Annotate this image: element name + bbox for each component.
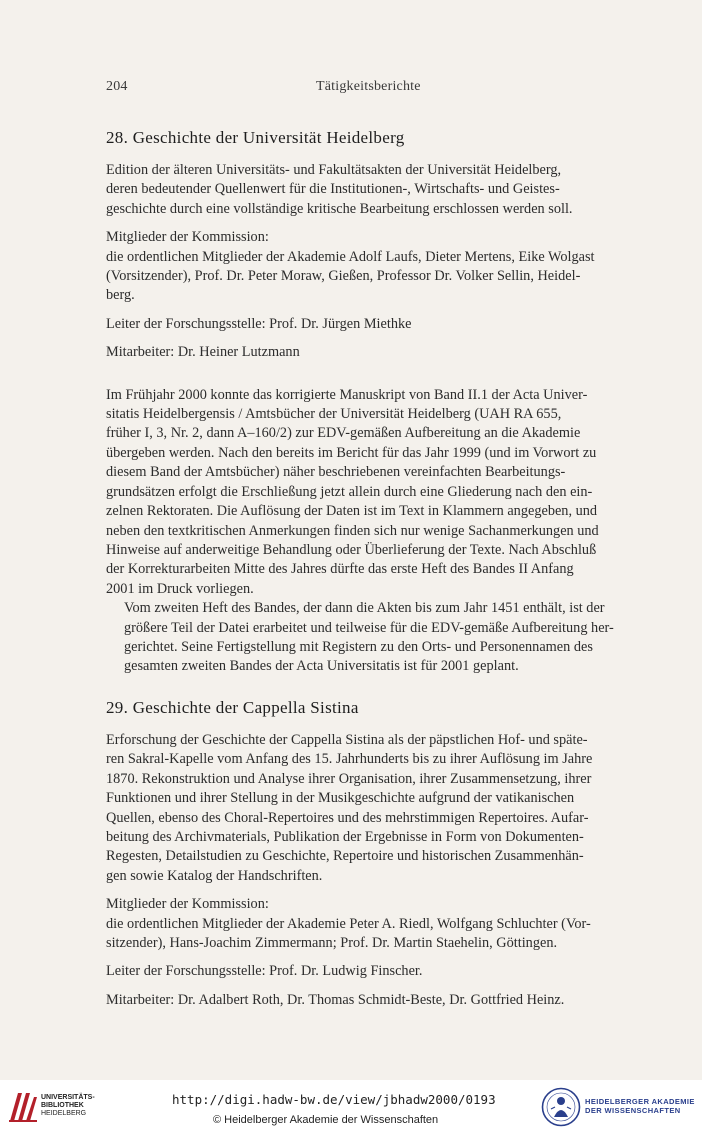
body-line: früher I, 3, Nr. 2, dann A–160/2) zur EDV-gemäßen Aufbereitung an die Akademie — [106, 425, 581, 442]
commission-members — [106, 228, 656, 306]
page-number: 204 — [106, 79, 128, 94]
library-line: HEIDELBERG — [41, 1110, 87, 1117]
commission-members — [106, 895, 656, 953]
digitization-footer — [0, 1080, 702, 1133]
research-leader: Leiter der Forschungsstelle: Prof. Dr. Ludwig Finscher. — [106, 963, 423, 980]
body-line: übergeben werden. Nach den bereits im Bericht für das Jahr 1999 (und im Vorwort zu — [106, 444, 597, 461]
intro-line: deren bedeutender Quellenwert für die Institutionen-, Wirtschafts- und Geistes- — [106, 181, 560, 198]
body-line: gerichtet. Seine Fertigstellung mit Registern zu den Orts- und Personennamen des — [124, 638, 593, 655]
body-line: Im Frühjahr 2000 konnte das korrigierte Manuskript von Band II.1 der Acta Univer- — [106, 386, 588, 403]
section-heading: 29. Geschichte der Cappella Sistina — [106, 698, 359, 717]
intro-line: 1870. Rekonstruktion und Analyse ihrer Organisation, ihrer Zusammensetzung, ihrer — [106, 770, 592, 787]
body-line: der Korrekturarbeiten Mitte des Jahres dürfte das erste Heft des Bandes II Anfang — [106, 561, 574, 578]
permalink-url[interactable]: http://digi.hadw-bw.de/view/jbhadw2000/0193 — [172, 1092, 496, 1107]
staff-members: Mitarbeiter: Dr. Heiner Lutzmann — [106, 344, 300, 361]
intro-line: gen sowie Katalog der Handschriften. — [106, 867, 323, 884]
commission-line: (Vorsitzender), Prof. Dr. Peter Moraw, Gießen, Professor Dr. Volker Sellin, Heidel- — [106, 268, 581, 285]
commission-line: die ordentlichen Mitglieder der Akademie Adolf Laufs, Dieter Mertens, Eike Wolgast — [106, 248, 595, 265]
section-28 — [106, 127, 656, 677]
body-line: grundsätzen erfolgt die Erschließung jetzt allein durch eine Gliederung nach den ein- — [106, 483, 593, 500]
university-library-name — [41, 1094, 95, 1118]
section-29 — [106, 697, 656, 1019]
intro-line: Regesten, Detailstudien zu Geschichte, Repertoire und historischen Zusammenhän- — [106, 848, 584, 865]
copyright-notice: © Heidelberger Akademie der Wissenschaften — [213, 1114, 439, 1126]
university-library-logo-icon — [8, 1089, 38, 1123]
body-line: sitatis Heidelbergensis / Amtsbücher der Universität Heidelberg (UAH RA 655, — [106, 406, 562, 423]
body-line: größere Teil der Datei erarbeitet und teilweise für die EDV-gemäße Aufbereitung her- — [124, 619, 614, 636]
intro-line: beitung des Archivmaterials, Publikation der Ergebnisse in Form von Dokumenten- — [106, 829, 584, 846]
section-heading: 28. Geschichte der Universität Heidelberg — [106, 128, 405, 147]
body-line: Hinweise auf anderweitige Behandlung oder Überlieferung der Texte. Nach Abschluß — [106, 541, 597, 558]
body-paragraph — [106, 386, 656, 599]
academy-name — [585, 1097, 695, 1115]
running-title: Tätigkeitsberichte — [316, 79, 421, 94]
body-line: zelnen Rektoraten. Die Auflösung der Daten ist im Text in Klammern angegeben, und — [106, 503, 598, 520]
body-line: 2001 im Druck vorliegen. — [106, 580, 254, 597]
intro-line: geschichte durch eine vollständige kritische Bearbeitung erschlossen werden soll. — [106, 200, 573, 217]
intro-line: Erforschung der Geschichte der Cappella Sistina als der päpstlichen Hof- und späte- — [106, 732, 588, 748]
staff-members: Mitarbeiter: Dr. Adalbert Roth, Dr. Thomas Schmidt-Beste, Dr. Gottfried Heinz. — [106, 991, 565, 1008]
commission-line: sitzender), Hans-Joachim Zimmermann; Prof. Dr. Martin Staehelin, Göttingen. — [106, 935, 558, 952]
commission-line: die ordentlichen Mitglieder der Akademie Peter A. Riedl, Wolfgang Schluchter (Vor- — [106, 915, 591, 932]
section-intro — [106, 161, 656, 219]
spacer — [106, 372, 656, 386]
commission-label: Mitglieder der Kommission: — [106, 896, 269, 913]
body-line: neben den textkritischen Anmerkungen finden sich nur wenige Sachanmerkungen und — [106, 522, 599, 539]
intro-line: Quellen, ebenso des Choral-Repertoires und des mehrstimmigen Repertoires. Aufar- — [106, 809, 589, 826]
academy-seal-icon — [541, 1087, 581, 1127]
intro-line: ren Sakral-Kapelle vom Anfang des 15. Jahrhunderts bis zu ihrer Auflösung im Jahre — [106, 751, 593, 768]
body-paragraph — [106, 599, 656, 677]
body-line: Vom zweiten Heft des Bandes, der dann die Akten bis zum Jahr 1451 enthält, ist der — [124, 600, 605, 617]
academy-line: HEIDELBERGER AKADEMIE — [585, 1097, 695, 1106]
commission-line: berg. — [106, 287, 135, 304]
academy-line: DER WISSENSCHAFTEN — [585, 1106, 681, 1115]
library-line: UNIVERSITÄTS- — [41, 1094, 95, 1101]
running-head — [106, 79, 666, 99]
body-line: diesem Band der Amtsbücher) näher beschriebenen vereinfachten Bearbeitungs- — [106, 464, 566, 481]
section-intro — [106, 731, 656, 886]
research-leader: Leiter der Forschungsstelle: Prof. Dr. Jürgen Miethke — [106, 315, 412, 332]
commission-label: Mitglieder der Kommission: — [106, 229, 269, 246]
intro-line: Edition der älteren Universitäts- und Fakultätsakten der Universität Heidelberg, — [106, 162, 562, 178]
library-line: BIBLIOTHEK — [41, 1102, 84, 1109]
intro-line: Funktionen und ihrer Stellung in der Musikgeschichte aufgrund der vatikanischen — [106, 790, 575, 807]
body-line: gesamten zweiten Bandes der Acta Universitatis ist für 2001 geplant. — [124, 658, 519, 675]
